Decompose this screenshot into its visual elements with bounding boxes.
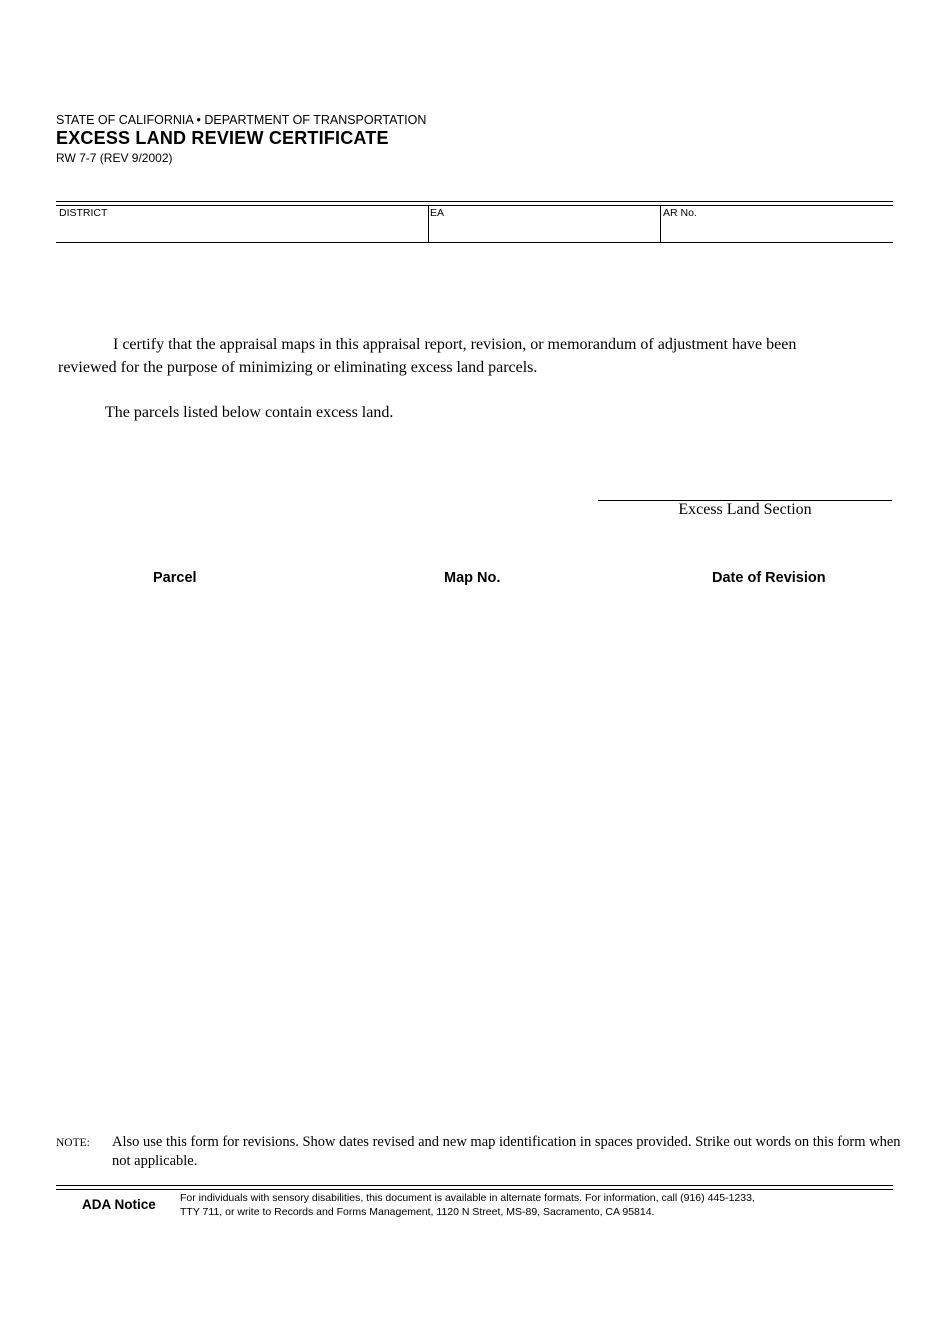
ada-top-rule	[56, 1185, 893, 1186]
ar-no-field-label: AR No.	[663, 207, 697, 219]
ar-no-input[interactable]	[661, 220, 893, 241]
field-box-top-rule-inner	[56, 205, 893, 206]
certification-statement: I certify that the appraisal maps in this appraisal report, revision, or memorandum of adjustment have been reviewed for the purpose of minimizing or eliminating excess land parcels.	[58, 336, 797, 376]
column-header-map-no: Map No.	[444, 570, 501, 586]
form-number: RW 7-7 (REV 9/2002)	[56, 151, 173, 165]
parcels-statement: The parcels listed below contain excess land.	[105, 404, 394, 421]
field-box-top-rule	[56, 201, 893, 202]
ada-notice-text	[180, 1191, 880, 1219]
column-header-date-of-revision: Date of Revision	[712, 570, 826, 586]
signature-caption: Excess Land Section	[678, 501, 812, 518]
ea-input[interactable]	[429, 220, 660, 241]
agency-name: STATE OF CALIFORNIA • DEPARTMENT OF TRANSPORTATION	[56, 113, 427, 127]
ada-notice-line-2: TTY 711, or write to Records and Forms Management, 1120 N Street, MS-89, Sacramento, CA 95814.	[180, 1206, 655, 1218]
field-box-bottom-rule	[56, 242, 893, 243]
ada-top-rule-inner	[56, 1189, 893, 1190]
district-input[interactable]	[56, 220, 428, 241]
ada-notice-line-1: For individuals with sensory disabilities, this document is available in alternate formats. For information, call (916) 445-1233,	[180, 1192, 755, 1204]
note-text: Also use this form for revisions. Show dates revised and new map identification in spaces provided. Strike out words on this form when not applicable.	[112, 1134, 901, 1169]
district-field-label: DISTRICT	[59, 207, 108, 219]
form-title: EXCESS LAND REVIEW CERTIFICATE	[56, 128, 389, 148]
ada-notice-title: ADA Notice	[82, 1197, 156, 1212]
parcel-entry-area[interactable]	[56, 600, 893, 1120]
column-header-parcel: Parcel	[153, 570, 197, 586]
ea-field-label: EA	[430, 207, 445, 219]
note-label: NOTE:	[56, 1137, 90, 1149]
